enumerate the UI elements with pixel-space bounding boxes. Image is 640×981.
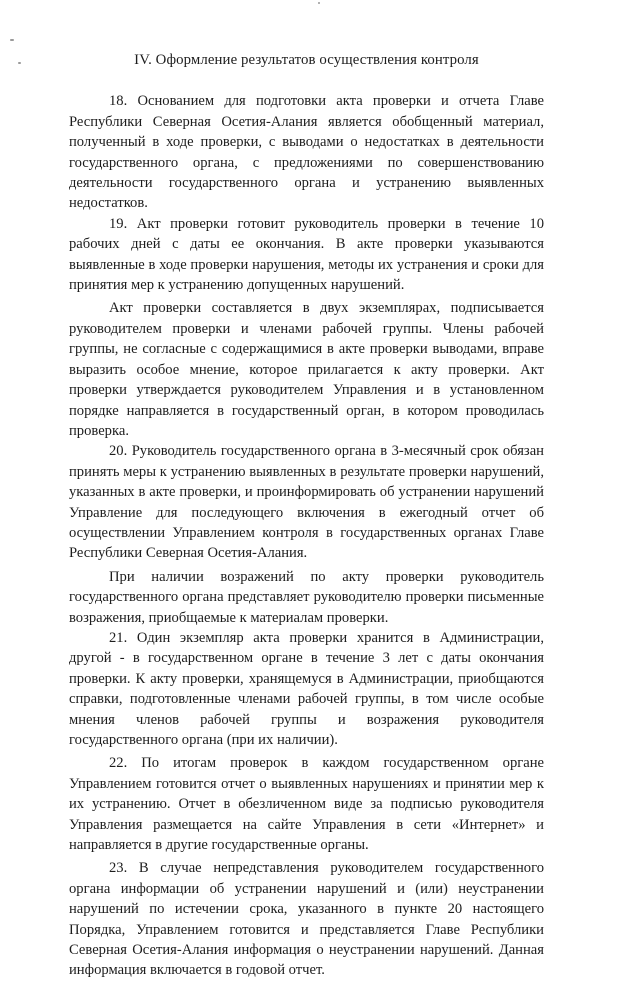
- scan-speck: [10, 39, 14, 41]
- paragraph-18: 18. Основанием для подготовки акта проверки и отчета Главе Республики Северная Осетия-Алания является обобщенный материал, полученный в ходе проверки, с выводами о недостатках в деятельности государственного органа, с предложениями по совершенствованию деятельности государственного органа и устранению выявленных недостатков.: [69, 93, 544, 212]
- paragraph-21: 21. Один экземпляр акта проверки хранится в Администрации, другой - в государственном органе в течение 3 лет с даты окончания проверки. К акту проверки, хранящемуся в Администрации, приобщаются справки, подготовленные членами рабочей группы, в том числе особые мнения членов рабочей группы и возражения руководителя государственного органа (при их наличии).: [69, 629, 544, 748]
- document-body: [69, 50, 544, 981]
- paragraph-22: 22. По итогам проверок в каждом государственном органе Управлением готовится отчет о выявленных нарушениях и принятии мер к их устранению. Отчет в обезличенном виде за подписью руководителя Управления размещается на сайте Управления в сети «Интернет» и направляется в другие государственные органы.: [69, 755, 544, 854]
- paragraph-23: 23. В случае непредставления руководителем государственного органа информации об устранении нарушений и (или) неустранении нарушений по истечении срока, указанного в пункте 20 настоящего Порядка, Управлением готовится и представляется Главе Республики Северная Осетия-Алания информация о неустранении нарушений. Данная информация включается в годовой отчет.: [69, 860, 544, 979]
- scan-speck: [318, 2, 320, 4]
- section-heading: IV. Оформление результатов осуществления контроля: [134, 52, 479, 68]
- paragraph-20: 20. Руководитель государственного органа в 3-месячный срок обязан принять меры к устранению выявленных в результате проверки нарушений, указанных в акте проверки, и проинформировать об устранении нарушений Управление для последующего включения в ежегодный отчет об осуществлении Управлением контроля в государственных органах Главе Республики Северная Осетия-Алания.: [69, 443, 544, 562]
- paragraph-19: 19. Акт проверки готовит руководитель проверки в течение 10 рабочих дней с даты ее окончания. В акте проверки указываются выявленные в ходе проверки нарушения, методы их устранения и сроки для принятия мер к устранению допущенных нарушений.: [69, 215, 544, 294]
- scan-speck: [18, 62, 21, 64]
- paragraph-20-objections: При наличии возражений по акту проверки руководитель государственного органа представляет руководителю проверки письменные возражения, приобщаемые к материалам проверки.: [69, 568, 544, 626]
- paragraph-19-act: Акт проверки составляется в двух экземплярах, подписывается руководителем проверки и членами рабочей группы. Члены рабочей группы, не согласные с содержащимися в акте проверки выводами, вправе выразить особое мнение, которое прилагается к акту проверки. Акт проверки утверждается руководителем Управления и в установленном порядке направляется в государственный орган, в котором проводилась проверка.: [69, 300, 544, 439]
